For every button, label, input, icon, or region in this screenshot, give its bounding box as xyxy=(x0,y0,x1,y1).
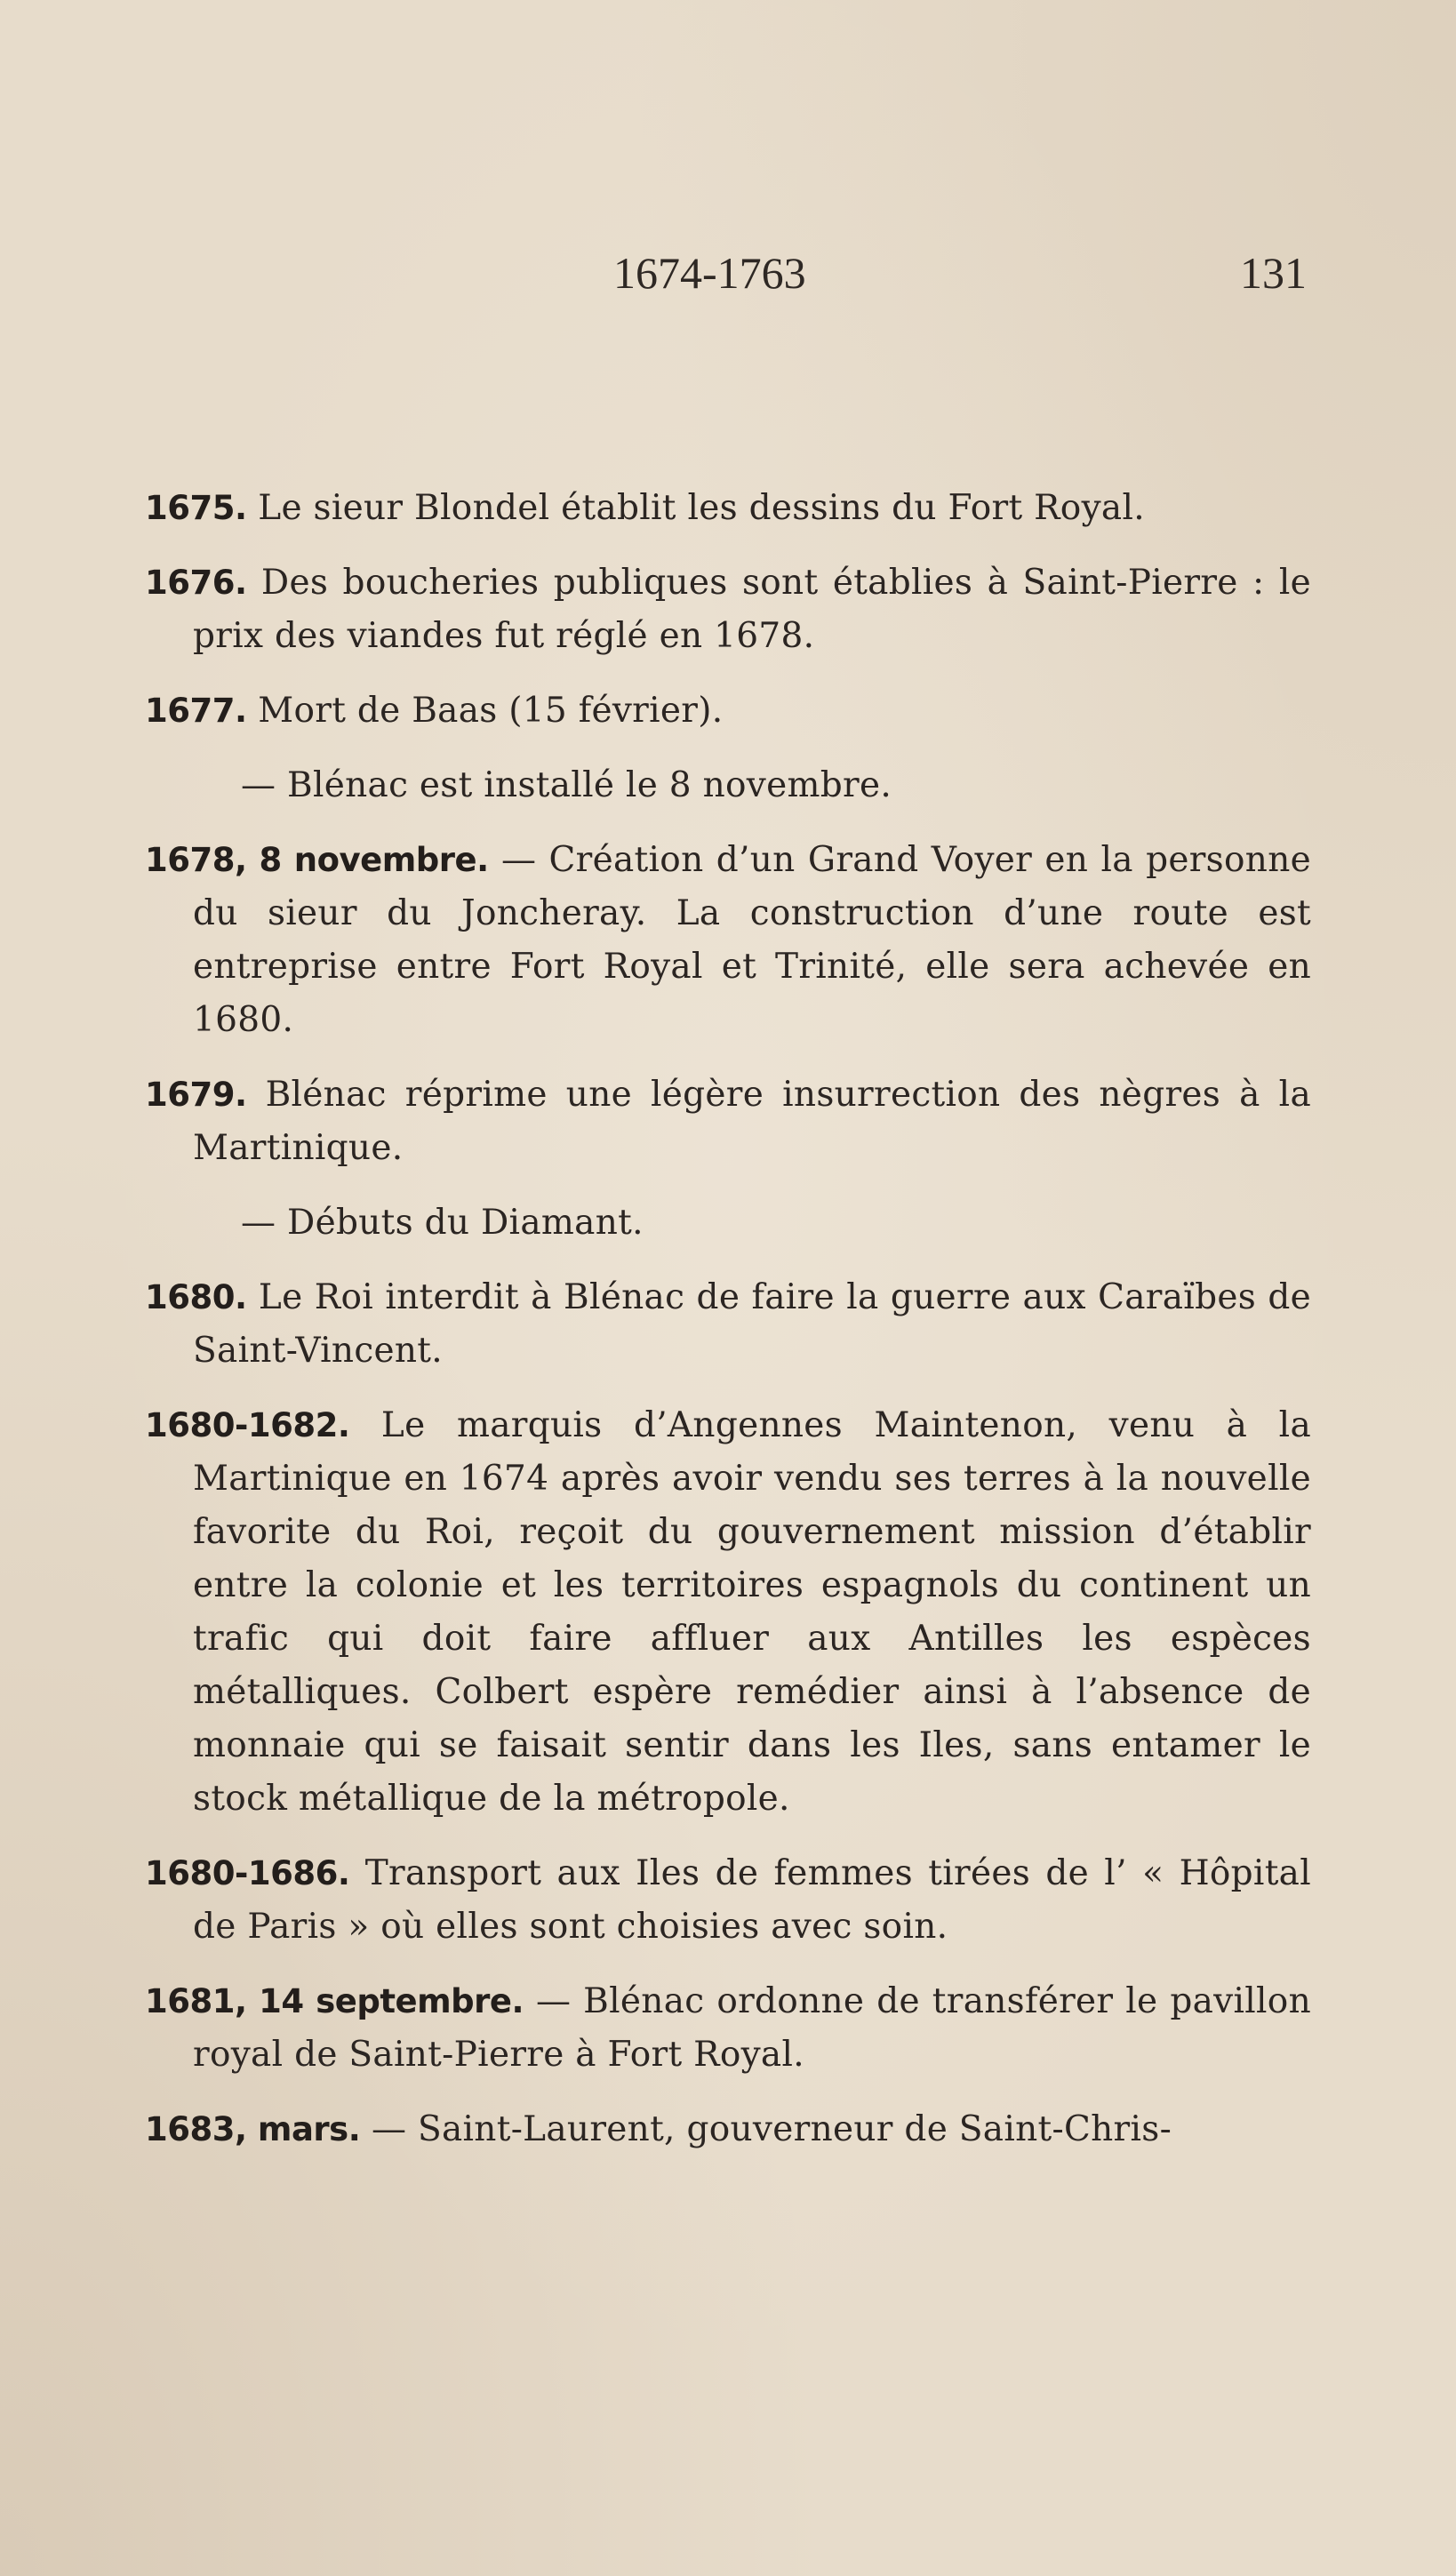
entry-date: 1676. xyxy=(145,564,247,602)
entry-1683 xyxy=(145,2103,1311,2156)
entry-text: Le marquis d’Angennes Maintenon, venu à la Martinique en 1674 après avoir vendu ses terres à la nouvelle favorite du Roi, reçoit du gouvernement mission d’établir entre la colonie et les territoires espagnols du continent un trafic qui doit faire affluer aux Antilles les espèces métalliques. Colbert espère remédier ainsi à l’absence de monnaie qui se faisait sentir dans les Iles, sans entamer le stock métallique de la métropole. xyxy=(193,1405,1312,1819)
entry-1677 xyxy=(145,684,1311,738)
entry-text: Des boucheries publiques sont établies à Saint-Pierre : le prix des viandes fut réglé en 1678. xyxy=(193,563,1312,656)
entry-1680-1686 xyxy=(145,1847,1311,1954)
chronology-entries xyxy=(145,482,1311,2178)
entry-date: 1678, 8 novembre. xyxy=(145,841,489,879)
entry-1680-1682 xyxy=(145,1399,1311,1826)
entry-text: Mort de Baas (15 février). xyxy=(258,691,724,731)
entry-date: 1675. xyxy=(145,489,247,527)
entry-date: 1680-1682. xyxy=(145,1406,350,1444)
entry-1679 xyxy=(145,1068,1311,1175)
entry-text: Transport aux Iles de femmes tirées de l’ « Hôpital de Paris » où elles sont choisies avec soin. xyxy=(193,1853,1311,1947)
entry-text: — Blénac est installé le 8 novembre. xyxy=(241,765,892,805)
entry-date: 1680. xyxy=(145,1278,247,1316)
entry-date: 1677. xyxy=(145,692,247,730)
entry-date: 1683, mars. xyxy=(145,2110,361,2148)
entry-text: — Création d’un Grand Voyer en la personne du sieur du Joncheray. La construction d’une route est entreprise entre Fort Royal et Trinité, elle sera achevée en 1680. xyxy=(193,840,1311,1040)
entry-text: Le Roi interdit à Blénac de faire la guerre aux Caraïbes de Saint-Vincent. xyxy=(193,1277,1311,1371)
running-title: 1674-1763 xyxy=(613,248,806,298)
running-head xyxy=(613,242,1342,304)
entry-text: — Blénac ordonne de transférer le pavillon royal de Saint-Pierre à Fort Royal. xyxy=(193,1981,1312,2075)
entry-1676 xyxy=(145,556,1311,663)
entry-text: — Saint-Laurent, gouverneur de Saint-Chris- xyxy=(371,2109,1172,2149)
entry-text: Le sieur Blondel établit les dessins du Fort Royal. xyxy=(258,488,1145,528)
page-number: 131 xyxy=(1240,248,1307,298)
entry-date: 1680-1686. xyxy=(145,1854,350,1892)
entry-1681 xyxy=(145,1975,1311,2082)
entry-text: Blénac réprime une légère insurrection des nègres à la Martinique. xyxy=(193,1075,1311,1168)
entry-1680 xyxy=(145,1271,1311,1378)
entry-1677-continuation xyxy=(145,759,1311,812)
entry-date: 1681, 14 septembre. xyxy=(145,1982,524,2020)
entry-1678 xyxy=(145,834,1311,1047)
entry-1675 xyxy=(145,482,1311,535)
entry-date: 1679. xyxy=(145,1076,247,1114)
entry-1679-continuation xyxy=(145,1196,1311,1250)
entry-text: — Débuts du Diamant. xyxy=(241,1203,644,1243)
